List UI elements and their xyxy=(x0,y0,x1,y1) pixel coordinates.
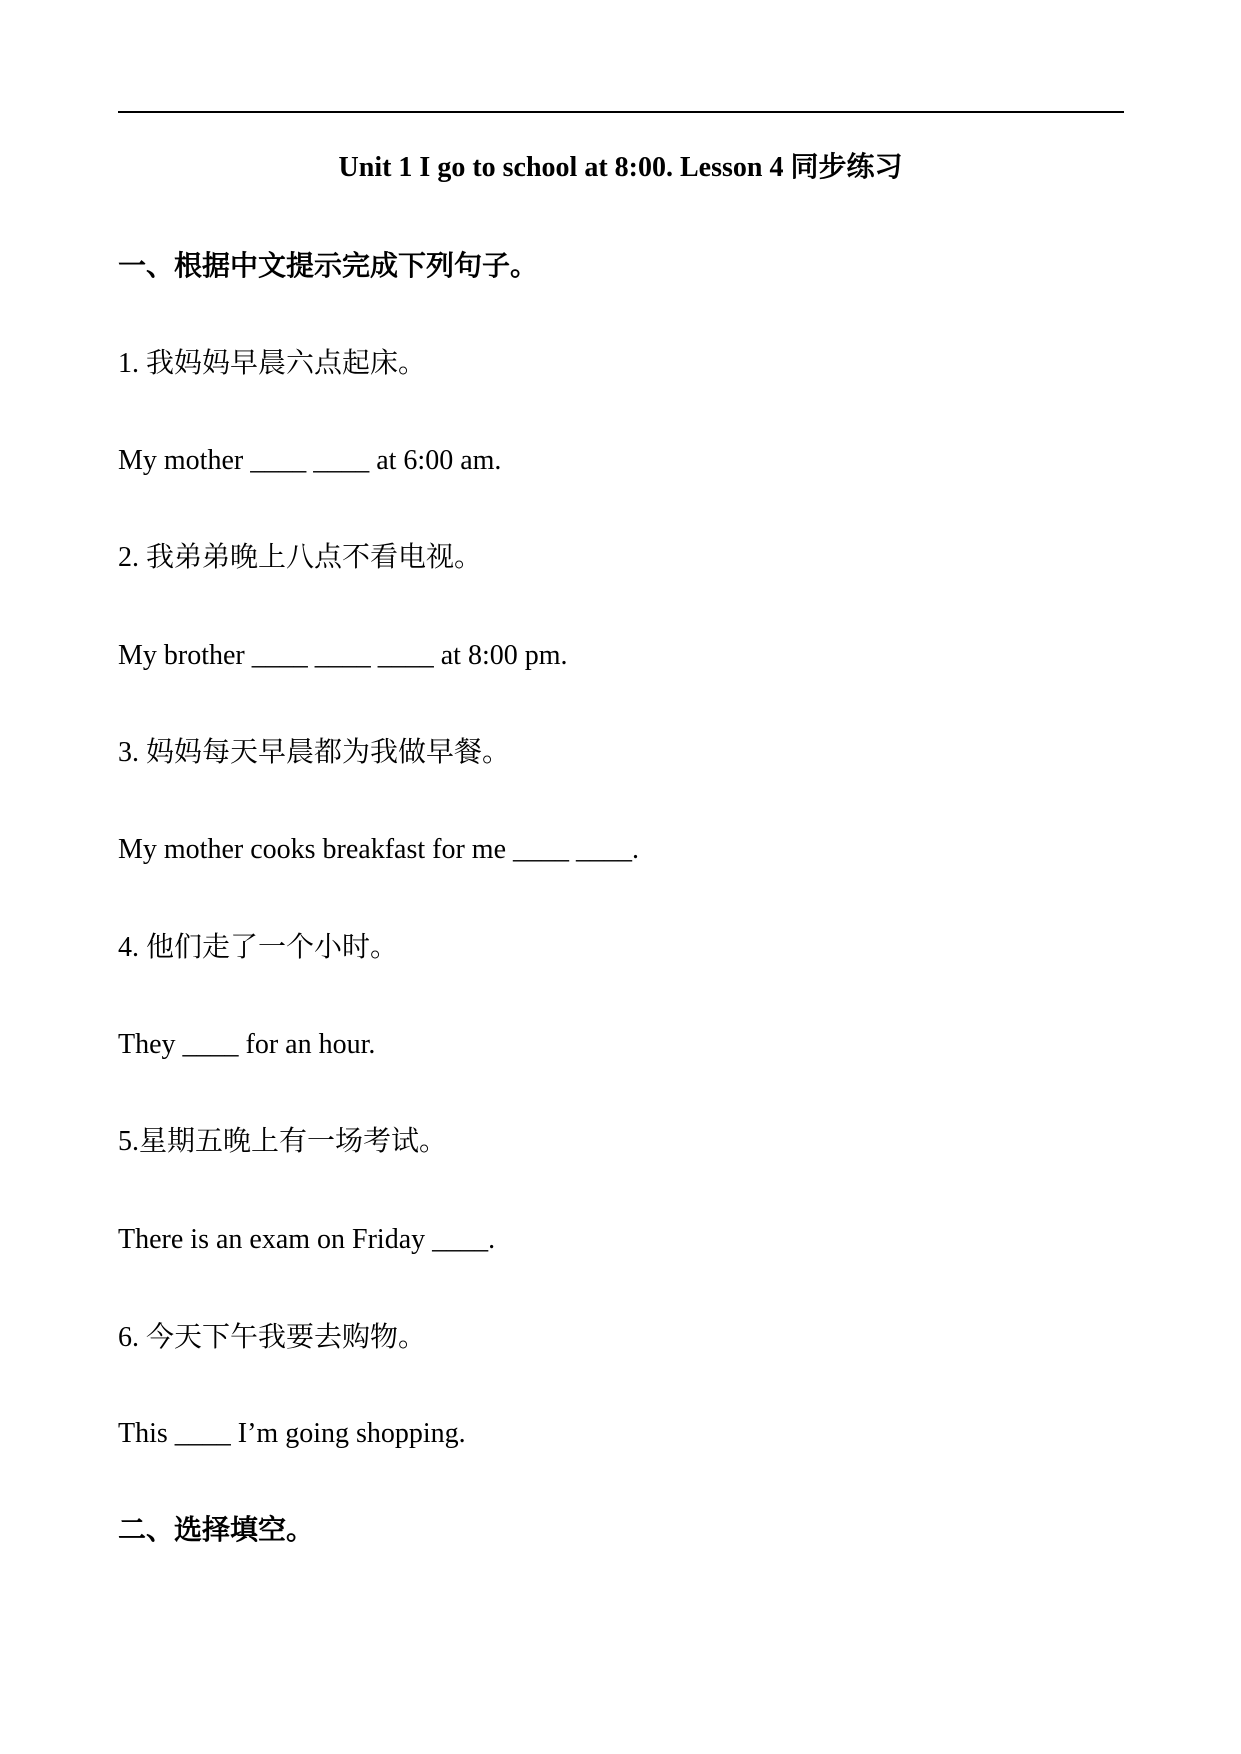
item-5-sentence: There is an exam on Friday ____. xyxy=(118,1224,496,1255)
section-2-heading: 二、选择填空。 xyxy=(118,1515,315,1546)
item-1-sentence: My mother ____ ____ at 6:00 am. xyxy=(118,445,502,476)
item-3-prompt: 3. 妈妈每天早晨都为我做早餐。 xyxy=(118,737,511,768)
section-1-heading: 一、根据中文提示完成下列句子。 xyxy=(118,251,539,282)
item-6-prompt: 6. 今天下午我要去购物。 xyxy=(118,1322,427,1353)
item-6-sentence: This ____ I’m going shopping. xyxy=(118,1418,466,1449)
worksheet-title: Unit 1 I go to school at 8:00. Lesson 4 同步练习 xyxy=(338,152,903,183)
item-2-sentence: My brother ____ ____ ____ at 8:00 pm. xyxy=(118,640,568,671)
item-4-prompt: 4. 他们走了一个小时。 xyxy=(118,932,399,963)
item-2-prompt: 2. 我弟弟晚上八点不看电视。 xyxy=(118,542,483,573)
item-3-sentence: My mother cooks breakfast for me ____ ____. xyxy=(118,834,639,865)
item-4-sentence: They ____ for an hour. xyxy=(118,1029,376,1060)
item-1-prompt: 1. 我妈妈早晨六点起床。 xyxy=(118,348,427,379)
header-rule xyxy=(118,111,1124,113)
item-5-prompt: 5.星期五晚上有一场考试。 xyxy=(118,1126,448,1157)
